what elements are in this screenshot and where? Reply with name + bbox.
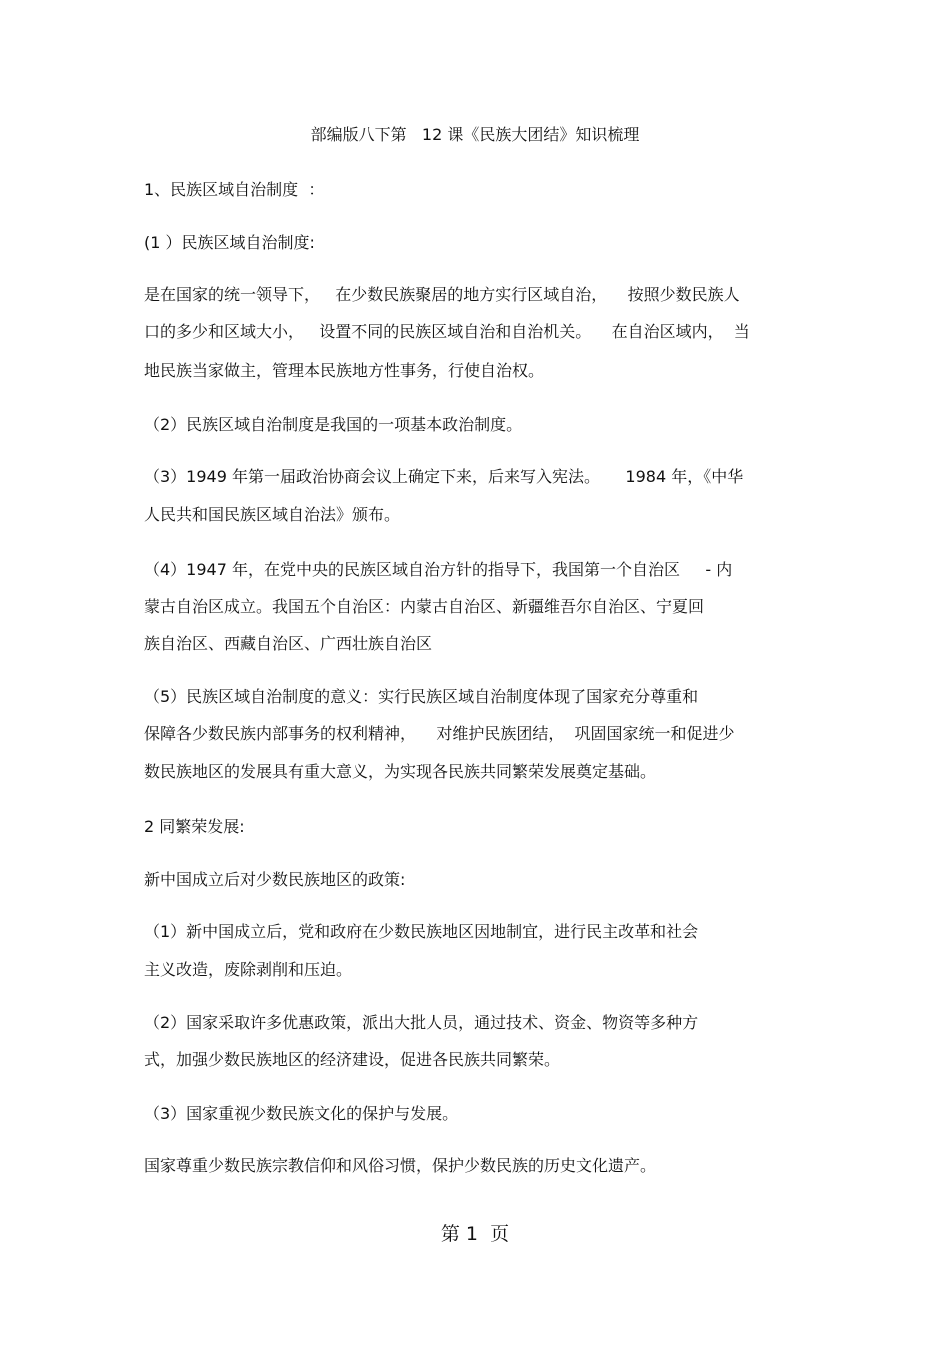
paragraph-line: 新中国成立后对少数民族地区的政策:	[144, 870, 406, 889]
paragraph-line: （3）1949 年第一届政治协商会议上确定下来，后来写入宪法。 1984 年，《中华	[144, 467, 744, 486]
section-heading-2: 2 同繁荣发展:	[144, 817, 245, 836]
paragraph-line: 口的多少和区域大小， 设置不同的民族区域自治和自治机关。 在自治区域内， 当	[144, 322, 750, 341]
paragraph-line: （2）民族区域自治制度是我国的一项基本政治制度。	[144, 415, 523, 434]
paragraph-line: 国家尊重少数民族宗教信仰和风俗习惯，保护少数民族的历史文化遗产。	[144, 1156, 657, 1175]
paragraph-line: （1）新中国成立后，党和政府在少数民族地区因地制宜，进行民主改革和社会	[144, 922, 699, 941]
paragraph-line: 蒙古自治区成立。我国五个自治区：内蒙古自治区、新疆维吾尔自治区、宁夏回	[144, 597, 705, 616]
paragraph-line: （2）国家采取许多优惠政策，派出大批人员，通过技术、资金、物资等多种方	[144, 1013, 699, 1032]
paragraph-line: 数民族地区的发展具有重大意义，为实现各民族共同繁荣发展奠定基础。	[144, 762, 657, 781]
paragraph-line: 主义改造，废除剥削和压迫。	[144, 960, 353, 979]
paragraph-line: 人民共和国民族区域自治法》颁布。	[144, 505, 401, 524]
section-heading-1: 1、民族区域自治制度 ：	[144, 180, 325, 199]
paragraph-line: （4）1947 年，在党中央的民族区域自治方针的指导下，我国第一个自治区 - 内	[144, 560, 733, 579]
paragraph-line: 地民族当家做主，管理本民族地方性事务，行使自治权。	[144, 361, 545, 380]
paragraph-line: 式，加强少数民族地区的经济建设，促进各民族共同繁荣。	[144, 1050, 561, 1069]
page-number: 第 1 页	[440, 1223, 510, 1245]
paragraph-line: 保障各少数民族内部事务的权利精神， 对维护民族团结， 巩固国家统一和促进少	[144, 724, 735, 743]
subsection-heading: (1 ）民族区域自治制度:	[144, 233, 315, 252]
paragraph-line: 是在国家的统一领导下， 在少数民族聚居的地方实行区域自治， 按照少数民族人	[144, 285, 740, 304]
paragraph-line: （5）民族区域自治制度的意义：实行民族区域自治制度体现了国家充分尊重和	[144, 687, 699, 706]
paragraph-line: 族自治区、西藏自治区、广西壮族自治区	[144, 634, 433, 653]
paragraph-line: （3）国家重视少数民族文化的保护与发展。	[144, 1104, 459, 1123]
document-title: 部编版八下第 12 课《民族大团结》知识梳理	[310, 125, 640, 144]
